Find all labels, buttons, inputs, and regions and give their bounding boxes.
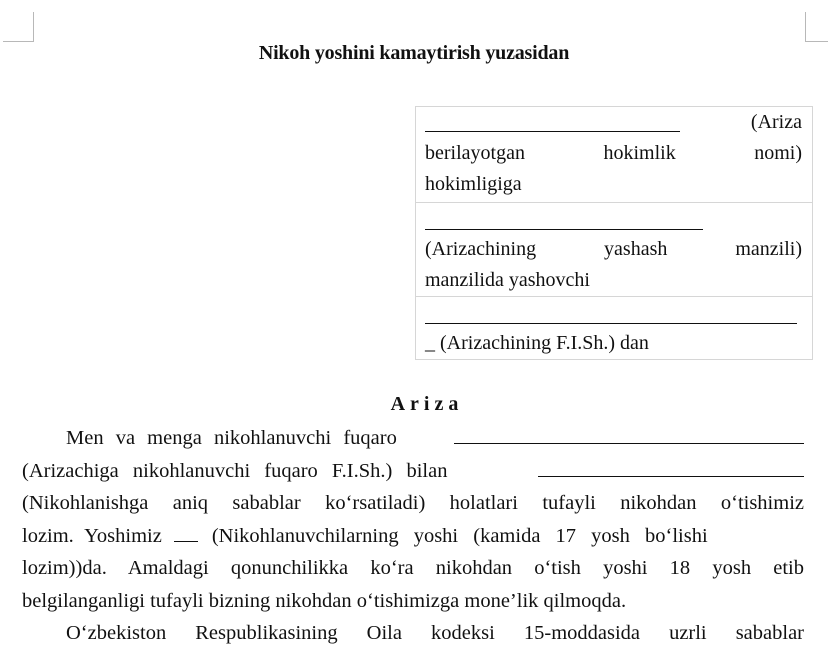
label-text: hokimligiga <box>425 173 522 195</box>
label-text: manzili) <box>735 238 802 260</box>
label-text: yashash <box>604 238 668 260</box>
label-text: berilayotgan <box>425 142 525 164</box>
body-text: O‘zbekiston Respublikasining Oila kodeksi 15-moddasida uzrli sabablar <box>66 622 804 644</box>
applicant-fullname-field[interactable] <box>425 301 797 324</box>
address-cell-applicant-address <box>416 203 812 297</box>
address-block <box>415 106 813 360</box>
document-title: Nikoh yoshini kamaytirish yuzasidan <box>258 42 570 64</box>
label-text: nomi) <box>754 142 802 164</box>
section-heading: Ariza <box>390 393 464 415</box>
label-text: (Ariza <box>750 111 802 133</box>
reasons-field[interactable] <box>538 456 804 477</box>
label-text: _ (Arizachining F.I.Sh.) dan <box>425 332 649 354</box>
page-corner-mark-top-left <box>3 12 34 42</box>
body-text: lozim))da. Amaldagi qonunchilikka ko‘ra nikohdan o‘tish yoshi 18 yosh etib <box>22 557 804 579</box>
body-paragraph <box>22 422 804 650</box>
address-cell-applicant-name <box>416 297 812 359</box>
body-line <box>22 422 454 455</box>
body-text: (Arizachiga nikohlanuvchi fuqaro F.I.Sh.) bilan <box>22 459 448 482</box>
body-text: (Nikohlanishga aniq sabablar ko‘rsatiladi) holatlari tufayli nikohdan o‘tishimiz <box>22 492 804 514</box>
body-text: Men va menga nikohlanuvchi fuqaro <box>66 427 397 449</box>
label-text: (Arizachining <box>425 238 537 260</box>
label-text: hokimlik <box>603 142 676 164</box>
spouse-name-field[interactable] <box>454 423 804 444</box>
page-corner-mark-top-right <box>805 12 828 42</box>
hokimlik-name-field[interactable] <box>425 109 680 132</box>
applicant-address-field[interactable] <box>425 207 703 230</box>
address-cell-hokimlik <box>416 107 812 203</box>
body-text: lozim. Yoshimiz <box>22 524 162 547</box>
body-text: (Nikohlanuvchilarning yoshi (kamida 17 yosh bo‘lishi <box>211 524 708 547</box>
label-text: manzilida yashovchi <box>425 269 590 291</box>
body-text: belgilanganligi tufayli bizning nikohdan o‘tishimizga mone’lik qilmoqda. <box>22 589 627 612</box>
age-field[interactable] <box>174 521 198 542</box>
